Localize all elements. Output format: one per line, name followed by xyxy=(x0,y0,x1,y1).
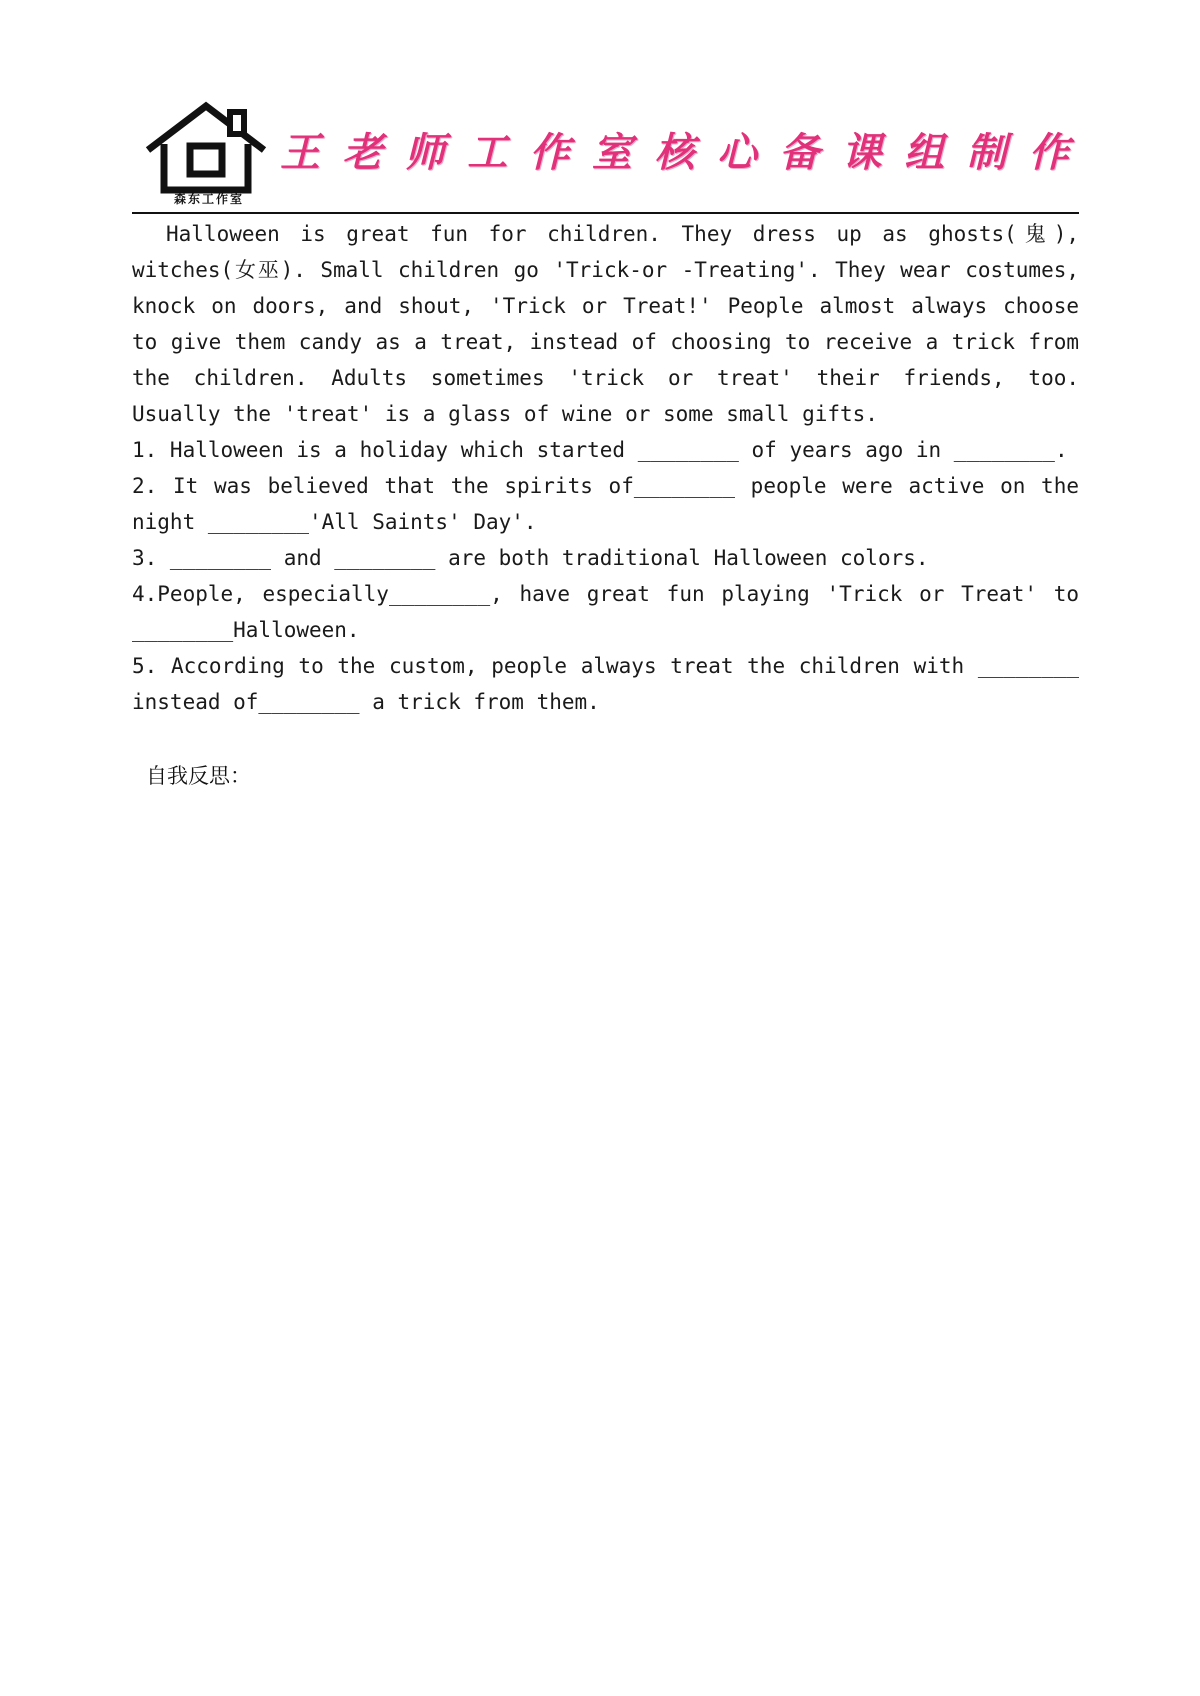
logo-caption: 森东工作室 xyxy=(173,192,244,206)
banner-char: 课 xyxy=(841,128,888,176)
question-5: 5. According to the custom, people always treat the children with ________ instead of________ a trick from them. xyxy=(132,654,1079,714)
header-divider xyxy=(132,212,1079,214)
banner-char: 作 xyxy=(529,128,576,176)
banner-char: 室 xyxy=(592,128,639,176)
banner-char: 师 xyxy=(404,128,451,176)
banner-char: 心 xyxy=(716,128,763,176)
reading-passage: Halloween is great fun for children. They dress up as ghosts(鬼), witches(女巫). Small children go 'Trick-or -Treating'. They wear costumes, knock on doors, and shout, 'Trick or Treat!' People almost always choose to give them candy as a treat, instead of choosing to receive a trick from the children. Adults sometimes 'trick or treat' their friends, too. Usually the 'treat' is a glass of wine or some small gifts. xyxy=(132,222,1079,426)
question-3: 3. ________ and ________ are both traditional Halloween colors. xyxy=(132,546,929,570)
worksheet-content xyxy=(132,216,1079,720)
header xyxy=(132,92,1079,212)
banner-char: 老 xyxy=(342,128,389,176)
question-4: 4.People, especially________, have great fun playing 'Trick or Treat' to ________Halloween. xyxy=(132,582,1079,642)
banner-char: 备 xyxy=(779,128,826,176)
question-1: 1. Halloween is a holiday which started ________ of years ago in ________. xyxy=(132,438,1068,462)
self-reflection-label: 自我反思： xyxy=(146,764,251,788)
banner-char: 组 xyxy=(904,128,951,176)
question-2: 2. It was believed that the spirits of________ people were active on the night ________'All Saints' Day'. xyxy=(132,474,1079,534)
banner-char: 王 xyxy=(280,128,326,176)
banner-char: 工 xyxy=(467,128,514,176)
banner-title xyxy=(280,118,1075,180)
banner-char: 作 xyxy=(1028,128,1075,176)
banner-char: 核 xyxy=(654,128,701,176)
banner-char: 制 xyxy=(966,128,1013,176)
